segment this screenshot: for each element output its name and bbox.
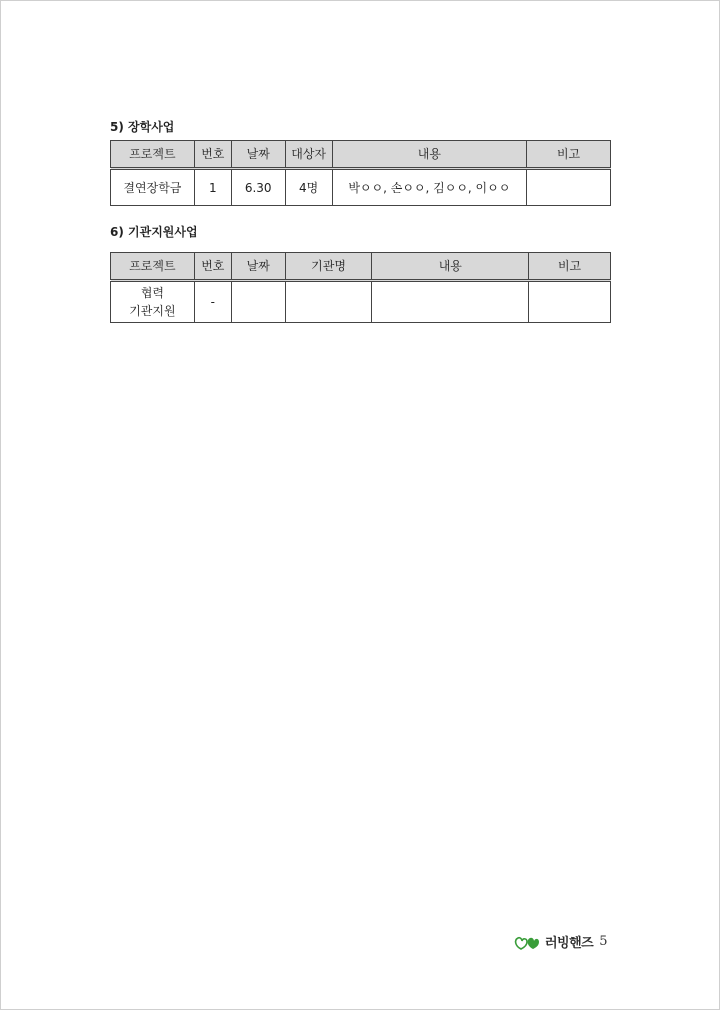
- header-cell: 날짜: [231, 141, 285, 169]
- date-cell: [231, 281, 285, 323]
- header-cell: 비고: [529, 253, 611, 281]
- header-cell: 기관명: [285, 253, 372, 281]
- number-cell: -: [194, 281, 231, 323]
- org-cell: [285, 281, 372, 323]
- section-6-heading: 6) 기관지원사업: [110, 225, 198, 239]
- header-cell: 번호: [194, 141, 231, 169]
- project-cell: 결연장학금: [111, 169, 195, 206]
- header-cell: 대상자: [285, 141, 332, 169]
- header-cell: 프로젝트: [111, 141, 195, 169]
- section-5-heading: 5) 장학사업: [110, 120, 175, 134]
- table-row: [111, 281, 611, 323]
- project-line-2: 기관지원: [129, 304, 176, 318]
- date-cell: 6.30: [231, 169, 285, 206]
- content-cell: 박ㅇㅇ, 손ㅇㅇ, 김ㅇㅇ, 이ㅇㅇ: [332, 169, 527, 206]
- number-cell: 1: [194, 169, 231, 206]
- scholarship-table: [110, 140, 611, 206]
- note-cell: [527, 169, 611, 206]
- page-number: 5: [599, 933, 608, 949]
- header-cell: 프로젝트: [111, 253, 195, 281]
- loving-hands-logo-icon: [512, 930, 544, 952]
- target-cell: 4명: [285, 169, 332, 206]
- header-cell: 날짜: [231, 253, 285, 281]
- header-cell: 비고: [527, 141, 611, 169]
- note-cell: [529, 281, 611, 323]
- footer: [512, 930, 608, 952]
- project-line-1: 협력: [140, 286, 164, 300]
- table-header-row: [111, 141, 611, 169]
- table-header-row: [111, 253, 611, 281]
- header-cell: 내용: [372, 253, 529, 281]
- table-row: [111, 169, 611, 206]
- project-cell: [111, 281, 195, 323]
- footer-brand: 러빙핸즈: [545, 935, 594, 951]
- agency-support-table: [110, 252, 611, 323]
- header-cell: 번호: [194, 253, 231, 281]
- content-cell: [372, 281, 529, 323]
- logo-heart-filled: [528, 938, 539, 949]
- header-cell: 내용: [332, 141, 527, 169]
